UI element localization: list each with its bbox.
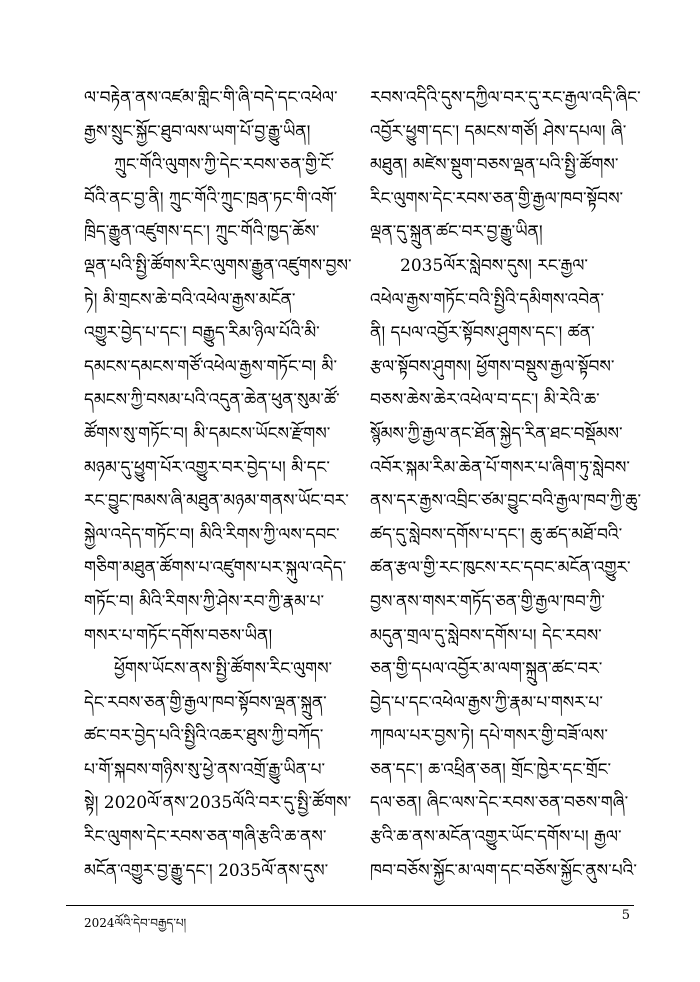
text-line: འབོར་སྐམ་རིམ་ཆེན་པོ་གསར་པ་ཞིག་ཏུ་སླེབས་ [370,457,630,478]
text-line: ཚང་བར་བྱེད་པའི་སྤྱིའི་འཆར་ཐུས་ཀྱི་བཀོད་ [84,726,324,747]
text-line: ཚད་དུ་སླེབས་དགོས་པ་དང་། ཆུ་ཚད་མཐོ་བའི་ [370,524,623,545]
text-line: འགྱུར་བྱེད་པ་དང་། བརྒྱུད་རིམ་ཉིལ་པོའི་མི་ [84,323,320,344]
text-line: རབས་འདིའི་དུས་དཀྱིལ་བར་དུ་རང་རྒྱལ་འདི་ཞིང་ [370,88,641,108]
text-line: རང་བྱུང་ཁམས་ཞི་མཐུན་མཉམ་གནས་ཡོང་བར་ [84,491,349,512]
text-line: དལ་ཅན། ཞིང་ལས་དེང་རབས་ཅན་བཅས་གཞི་ [370,793,629,814]
text-line: སྐྱེལ་འདེད་གཏོང་བ། མིའི་རིགས་ཀྱི་ལས་དབང་ [84,524,340,545]
text-line: བཅས་ཆེས་ཆེར་འཕེལ་བ་དང་། མི་རེའི་ཆ་ [370,390,600,411]
text-line: དམངས་དམངས་གཙོ་འཕེལ་རྒྱས་གཏོང་བ། མི་ [84,356,338,377]
text-line: རྩའི་ཆ་ནས་མངོན་འགྱུར་ཡོང་དགོས་པ། རྒྱལ་ [370,827,622,848]
left-text-column [84,82,356,888]
text-line: འབྱོར་ཕྱུག་དང་། དམངས་གཙོ། ཤེས་དཔལ། ཞི་ [370,121,627,142]
text-line: ཚོགས་སུ་གཏོང་བ། མི་དམངས་ཡོངས་རྫོགས་ [84,423,331,444]
text-line: ལྡན་དུ་སྐྲུན་ཚང་བར་བྱ་རྒྱུ་ཡིན། [370,222,543,243]
text-line: རྒྱས་སྲུང་སྐྱོང་ཐུབ་ལས་ཡག་པོ་བྱ་རྒྱུ་ཡིན། [84,121,311,142]
text-line: དམངས་ཀྱི་བསམ་པའི་འདུན་ཆེན་ཕུན་སུམ་ཚོ་ [84,390,340,411]
text-line: ནི། དཔལ་འབྱོར་སྟོབས་ཤུགས་དང་། ཚན་ [370,323,595,344]
text-line: བྱེད་པ་དང་འཕེལ་རྒྱས་ཀྱི་རྣམ་པ་གསར་པ་ [370,692,603,713]
paragraph-start-line: ཕྱོགས་ཡོངས་ནས་སྤྱི་ཚོགས་རིང་ལུགས་ [114,659,333,680]
text-line: བྱས་ནས་གསར་གཏོད་ཅན་གྱི་རྒྱལ་ཁབ་ཀྱི་ [370,591,605,612]
text-line: མདུན་གྲལ་དུ་སླེབས་དགོས་པ། དེང་རབས་ [370,625,602,646]
text-line: གཏོང་བ། མིའི་རིགས་ཀྱི་ཤེས་རབ་ཀྱི་རྣམ་པ་ [84,591,325,612]
text-line: དེང་རབས་ཅན་གྱི་རྒྱལ་ཁབ་སྟོབས་ལྡན་སྐྲུན་ [84,692,327,713]
text-line: ཁབ་བཅོས་སྐྱོང་མ་ལག་དང་བཅོས་སྐྱོང་ནུས་པའི་ [370,860,637,881]
footer-issue-label: 2024ལོའི་དེབ་བརྒྱད་པ། [84,916,187,930]
footer-divider [66,905,634,906]
page-number: 5 [621,908,630,923]
text-line: ལ་བརྟེན་ནས་འཛམ་གླིང་གི་ཞི་བདེ་དང་འཕེལ་ [84,88,338,108]
text-line: ཅན་དང་། ཆ་འཕྲིན་ཅན། གྲོང་ཁྱེར་དང་གྲོང་ [370,759,612,780]
text-line: ཅན་གྱི་དཔལ་འབྱོར་མ་ལག་སྐྲུན་ཚང་བར་ [370,659,603,680]
text-line: བོའི་ནང་བྱ་ནི། ཀྲུང་གོའི་ཀྲུང་ཁྲན་ཏང་གི་འགོ་ [84,188,337,209]
text-line: ལྡན་པའི་སྤྱི་ཚོགས་རིང་ལུགས་རྒྱུན་འཛུགས་བྱས་ [84,255,352,276]
right-text-column [370,82,642,888]
text-line: རིང་ལུགས་དེང་རབས་ཅན་གཞི་རྩའི་ཆ་ནས་ [84,827,327,848]
text-line: ཚན་རྩལ་གྱི་རང་ཁུངས་རང་དབང་མངོན་འགྱུར་ [370,558,631,579]
text-line: མཉམ་དུ་ཕྱུག་པོར་འགྱུར་བར་བྱེད་པ། མི་དང་ [84,457,330,478]
text-line: ཀཁལ་པར་བྱས་ཏེ། དཔེ་གསར་གྱི་བཟོ་ལས་ [370,726,608,747]
text-line: གཅིག་མཐུན་ཚོགས་པ་འཛུགས་པར་སྐུལ་འདེད་ [84,558,347,579]
text-line: གསར་པ་གཏོང་དགོས་བཅས་ཡིན། [84,625,273,646]
text-line: ཁྲིད་རྒྱུན་འཛུགས་དང་། ཀྲུང་གོའི་ཁྱད་ཆོས་ [84,222,320,243]
paragraph-start-line: 2035ལོར་སླེབས་དུས། རང་རྒྱལ་ [400,255,588,276]
text-line: ནས་དར་རྒྱས་འབྲིང་ཙམ་བྱུང་བའི་རྒྱལ་ཁབ་ཀྱི་ཆུ་ [370,491,642,512]
text-line: རིང་ལུགས་དེང་རབས་ཅན་གྱི་རྒྱལ་ཁབ་སྟོབས་ [370,188,624,209]
text-line: ཏེ། མི་གྲངས་ཆེ་བའི་འཕེལ་རྒྱས་མངོན་ [84,289,296,310]
text-line: སྟེ། 2020ལོ་ནས་2035ལོའི་བར་དུ་སྤྱི་ཚོགས་ [84,793,352,814]
text-line: མཐུན། མཛེས་སྡུག་བཅས་ལྡན་པའི་སྤྱི་ཚོགས་ [370,155,619,176]
text-line: རྩལ་སྟོབས་ཤུགས། ཕྱོགས་བསྡུས་རྒྱལ་སྟོབས་ [370,356,615,377]
text-line: སྙོམས་ཀྱི་རྒྱལ་ནང་ཐོན་སྐྱེད་རིན་ཐང་བསྡོམས་ [370,423,623,444]
text-line: མངོན་འགྱུར་བྱ་རྒྱུ་དང་། 2035ལོ་ནས་དུས་ [84,860,329,881]
paragraph-start-line: ཀྲུང་གོའི་ལུགས་ཀྱི་དེང་རབས་ཅན་གྱི་ངོ་ [114,155,335,176]
text-line: འཕེལ་རྒྱས་གཏོང་བའི་སྤྱིའི་དམིགས་འབེན་ [370,289,605,310]
text-line: པ་གོ་སྐབས་གཉིས་སུ་ཕྱེ་ནས་འགྲོ་རྒྱུ་ཡིན་པ་ [84,759,326,780]
